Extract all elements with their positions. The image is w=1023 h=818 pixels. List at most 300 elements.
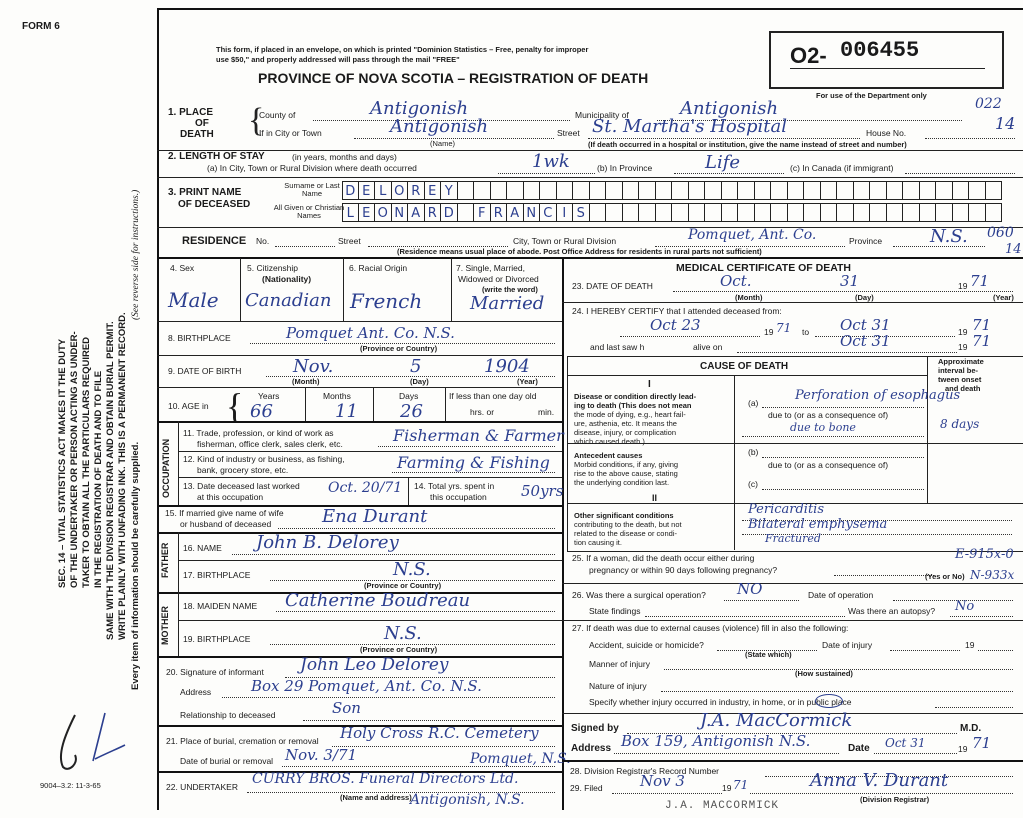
name-letter-box	[755, 181, 772, 200]
informant-address-label: Address	[180, 687, 212, 697]
interval-a-value: 8 days	[940, 417, 980, 431]
name-letter-box: R	[408, 181, 425, 200]
place-label-1: 1. PLACE	[168, 107, 214, 118]
cause-heading: CAUSE OF DEATH	[700, 361, 789, 372]
name-letter-box	[672, 203, 689, 222]
name-letter-box	[573, 181, 590, 200]
age-sep-1	[305, 388, 306, 421]
mother-birthplace-label: 19. BIRTHPLACE	[183, 634, 251, 644]
center-divider	[562, 258, 564, 810]
industry-label-2: bank, grocery store, etc.	[197, 465, 289, 475]
registrar-signature: Anna V. Durant	[810, 770, 949, 791]
interval-label-3: tween onset	[938, 375, 982, 384]
filed-line	[612, 793, 722, 794]
name-label-1: 3. PRINT NAME	[168, 187, 242, 198]
city-name-caption: (Name)	[430, 139, 456, 148]
dod-month: Oct.	[720, 272, 752, 290]
other-label-2: contributing to the death, but not	[574, 520, 682, 529]
name-letter-box	[986, 203, 1003, 222]
name-letter-box	[771, 181, 788, 200]
name-letter-box: L	[342, 203, 359, 222]
name-letter-box: D	[441, 203, 458, 222]
name-letter-box	[936, 203, 953, 222]
informant-sig-label: 20. Signature of informant	[166, 667, 264, 677]
interval-label-4: and death	[945, 384, 981, 393]
trade-label-1: 11. Trade, profession, or kind of work as	[183, 428, 334, 438]
spouse-label-2: or husband of deceased	[180, 519, 272, 529]
woman-line	[834, 575, 934, 576]
sustained-caption: (How sustained)	[795, 669, 853, 678]
side-text-3: TAKER TO OBTAIN ALL THE PARTICULARS REQUIRED	[81, 336, 92, 588]
city-label: If in City or Town	[259, 128, 322, 138]
stay-a-value: 1wk	[532, 151, 570, 172]
name-letter-box	[920, 203, 937, 222]
doctor-address-line	[614, 753, 839, 754]
doctor-address: Box 159, Antigonish N.S.	[621, 732, 811, 750]
name-letter-box	[969, 181, 986, 200]
name-letter-box: O	[392, 181, 409, 200]
specify-line	[935, 707, 1013, 708]
dob-year: 1904	[484, 356, 530, 377]
name-letter-box	[722, 181, 739, 200]
dod-line	[673, 291, 1013, 292]
trade-line	[378, 446, 555, 447]
citizenship-label: 5. Citizenship	[247, 263, 299, 273]
disease-label-1: Disease or condition directly lead-	[574, 392, 697, 401]
age-years-label: Years	[258, 391, 280, 401]
due-to-b: due to (or as a consequence of)	[768, 460, 889, 470]
cause-heading-rule	[567, 375, 927, 376]
name-letter-box	[821, 203, 838, 222]
informant-address-line	[222, 697, 555, 698]
burial-place-2: Pomquet, N.S.	[470, 751, 571, 767]
burial-place-line	[332, 746, 555, 747]
stay-a-line	[498, 173, 595, 174]
form-top-border	[157, 8, 1023, 10]
total-years-value: 50yrs	[521, 482, 564, 500]
divider-5	[157, 321, 562, 322]
last-saw-value: Oct 31	[840, 332, 891, 350]
e-code: E-915x-0	[955, 547, 1014, 562]
stay-b-label: (b) In Province	[597, 163, 653, 173]
other-value-1: Pericarditis	[748, 502, 825, 517]
occupation-side-label: OCCUPATION	[161, 438, 171, 498]
maiden-value: Catherine Boudreau	[285, 590, 471, 611]
specify-label: Specify whether injury occurred in industry, in home, or in public place	[589, 697, 852, 707]
col-sep-4	[240, 258, 241, 321]
surgery-line	[724, 600, 799, 601]
registration-underline	[790, 68, 985, 69]
stay-b-line	[674, 173, 784, 174]
doctor-year: 71	[972, 734, 992, 752]
undertaker-value: CURRY BROS. Funeral Directors Ltd.	[252, 771, 519, 787]
name-letter-box: E	[359, 203, 376, 222]
undertaker-caption: (Name and address)	[340, 793, 412, 802]
place-label-3: DEATH	[180, 129, 214, 140]
autopsy-value: No	[955, 599, 975, 614]
name-letter-box	[936, 181, 953, 200]
age-sep-3	[445, 388, 446, 421]
name-letter-box: D	[342, 181, 359, 200]
place-label-2: OF	[195, 118, 209, 129]
last-saw-year: 71	[972, 332, 992, 350]
left-margin-mark	[45, 705, 130, 775]
op-date-line	[893, 600, 1013, 601]
name-letter-box	[524, 181, 541, 200]
age-days-label: Days	[399, 391, 419, 401]
name-letter-box: Y	[441, 181, 458, 200]
maiden-label: 18. MAIDEN NAME	[183, 601, 258, 611]
residence-no-line	[275, 246, 335, 247]
father-name-value: John B. Delorey	[256, 532, 399, 553]
external-label: 27. If death was due to external causes (violence) fill in also the following:	[572, 623, 849, 633]
surgery-label: 26. Was there a surgical operation?	[572, 590, 706, 600]
surname-label-text: Surname or Last Name	[284, 181, 340, 198]
name-letter-box	[953, 181, 970, 200]
cause-a-prefix: (a)	[748, 398, 759, 408]
disease-label-2: ing to death (This does not mean	[574, 401, 692, 410]
cause-a-sub: due to bone	[790, 421, 856, 434]
divider-2	[157, 177, 1023, 178]
dod-day: 31	[840, 272, 860, 290]
certify-to-label: to	[802, 327, 810, 337]
relationship-line	[303, 720, 555, 721]
op-date-label: Date of operation	[808, 590, 874, 600]
footer-code: 9004–3.2: 11-3-65	[40, 781, 101, 790]
last-worked-value: Oct. 20/71	[328, 480, 403, 496]
col-sep-5	[343, 258, 344, 321]
house-line	[925, 138, 1015, 139]
residence-no-label: No.	[256, 236, 270, 246]
medical-divider-2	[562, 583, 1023, 584]
name-letter-box	[623, 203, 640, 222]
side-text-7: Every item of information should be carefully supplied.	[130, 441, 141, 690]
spouse-line	[278, 528, 555, 529]
name-letter-box: F	[474, 203, 491, 222]
name-letter-box	[887, 203, 904, 222]
stay-c-line	[905, 173, 1015, 174]
given-grid	[342, 203, 1002, 222]
hrs-label: hrs. or	[470, 407, 495, 417]
dept-code: 022	[975, 96, 1002, 112]
interval-label-2: interval be-	[938, 366, 979, 375]
name-letter-box	[623, 181, 640, 200]
name-letter-box	[656, 181, 673, 200]
name-letter-box	[953, 203, 970, 222]
age-bracket: {	[226, 386, 244, 426]
mother-divider	[178, 620, 562, 621]
dob-month: Nov.	[293, 356, 334, 377]
hospital-note: (If death occurred in a hospital or institution, give the name instead of street and number)	[588, 140, 907, 149]
name-letter-box	[705, 181, 722, 200]
certify-to: Oct 31	[840, 316, 891, 334]
injury-year-line	[978, 650, 1013, 651]
doctor-address-label: Address	[571, 743, 612, 754]
physician-stamp: J.A. MACCORMICK	[665, 800, 780, 812]
min-label: min.	[538, 407, 555, 417]
side-note: (See reverse side for instructions.)	[131, 189, 141, 320]
name-letter-box	[870, 181, 887, 200]
age-months-label: Months	[323, 391, 351, 401]
injury-year-prefix: 19	[965, 640, 975, 650]
age-label: 10. AGE in	[168, 401, 209, 411]
name-letter-box	[804, 181, 821, 200]
name-letter-box	[722, 203, 739, 222]
name-letter-box	[821, 181, 838, 200]
father-side-border	[178, 532, 179, 592]
disease-label-5: disease, injury, or complication	[574, 428, 676, 437]
last-saw-year-prefix: 19	[958, 342, 968, 352]
interval-label-1: Approximate	[938, 357, 984, 366]
woman-label-2: pregnancy or within 90 days following pregnancy?	[589, 565, 778, 575]
findings-line	[645, 616, 845, 617]
burial-date-label: Date of burial or removal	[180, 756, 274, 766]
occupation-divider-1	[178, 451, 562, 452]
name-letter-box	[656, 203, 673, 222]
father-birthplace-label: 17. BIRTHPLACE	[183, 570, 251, 580]
residence-city-value: Pomquet, Ant. Co.	[688, 227, 817, 243]
registrar-line	[750, 793, 1013, 794]
street-line	[588, 138, 860, 139]
signed-value: J.A. MacCormick	[700, 710, 853, 731]
name-label-2: OF DECEASED	[178, 199, 251, 210]
name-letter-box	[738, 181, 755, 200]
cause-b-line	[762, 457, 924, 458]
municipality-label: Municipality of	[575, 110, 629, 120]
autopsy-label: Was there an autopsy?	[848, 606, 936, 616]
envelope-note-2: use $50," and properly addressed will pass through the mail "FREE"	[216, 55, 460, 64]
filed-label: 29. Filed	[570, 783, 603, 793]
name-letter-box: L	[375, 181, 392, 200]
md-label: M.D.	[960, 723, 982, 734]
name-letter-box	[771, 203, 788, 222]
reg-record-label: 28. Division Registrar's Record Number	[570, 766, 720, 776]
woman-label-1: 25. If a woman, did the death occur either during	[572, 553, 755, 563]
side-text-5: SAME WITH THE DIVISION REGISTRAR AND OBTAIN BURIAL PERMIT.	[105, 321, 116, 640]
certify-from-year: 71	[776, 321, 792, 335]
certify-from-line	[620, 336, 760, 337]
residence-label: RESIDENCE	[182, 235, 247, 247]
less-day-label: If less than one day old	[449, 391, 537, 401]
residence-street-label: Street	[338, 236, 361, 246]
other-label-3: related to the disease or condi-	[574, 529, 677, 538]
father-name-label: 16. NAME	[183, 543, 222, 553]
manner-label: Manner of injury	[589, 659, 650, 669]
cause-a-value: Perforation of esophagus	[795, 388, 961, 403]
municipality-value: Antigonish	[680, 98, 779, 119]
cause-c-line	[762, 489, 924, 490]
certify-to-year: 71	[972, 316, 992, 334]
mother-birthplace-value: N.S.	[384, 623, 422, 644]
marital-label-3: (write the word)	[482, 285, 538, 294]
stay-c-label: (c) In Canada (if immigrant)	[790, 163, 894, 173]
other-label-1: Other significant conditions	[574, 511, 674, 520]
father-side-label: FATHER	[160, 542, 170, 578]
spouse-value: Ena Durant	[322, 506, 428, 527]
place-bracket: {	[248, 102, 265, 139]
name-letter-box	[969, 203, 986, 222]
name-letter-box	[738, 203, 755, 222]
name-letter-box	[474, 181, 491, 200]
last-saw-label: and last saw h	[590, 342, 645, 352]
name-letter-box: A	[507, 203, 524, 222]
part-1-label: I	[648, 379, 651, 390]
residence-city-label: City, Town or Rural Division	[513, 236, 617, 246]
street-value: St. Martha's Hospital	[592, 116, 788, 137]
dob-month-caption: (Month)	[292, 377, 320, 386]
age-days-value: 26	[400, 401, 423, 422]
injury-date-line	[890, 650, 960, 651]
stay-units: (in years, months and days)	[292, 152, 397, 162]
stay-b-value: Life	[705, 152, 741, 173]
father-birthplace-caption: (Province or Country)	[364, 581, 442, 590]
last-worked-label-1: 13. Date deceased last worked	[183, 481, 300, 491]
divider-7	[157, 387, 562, 388]
father-divider	[178, 560, 562, 561]
residence-code: 060	[987, 225, 1014, 241]
antecedent-label-4: the underlying condition last.	[574, 478, 670, 487]
burial-place-label: 21. Place of burial, cremation or removal	[166, 736, 319, 746]
yes-no-caption: (Yes or No)	[925, 572, 965, 581]
marital-label-2: Widowed or Divorced	[458, 274, 539, 284]
side-text-2: OF THE UNDERTAKER OR PERSON ACTING AS UNDER-	[69, 331, 80, 588]
county-label: County of	[259, 110, 296, 120]
name-letter-box: N	[524, 203, 541, 222]
name-letter-box	[788, 203, 805, 222]
antecedent-label-2: Morbid conditions, if any, giving	[574, 460, 679, 469]
other-value-2: Bilateral emphysema	[748, 517, 888, 532]
dod-year-caption: (Year)	[993, 293, 1014, 302]
name-letter-box: O	[375, 203, 392, 222]
certify-label: 24. I HEREBY CERTIFY that I attended deceased from:	[572, 306, 782, 316]
stay-label: 2. LENGTH OF STAY	[168, 151, 265, 162]
name-letter-box	[689, 203, 706, 222]
antecedent-label-3: rise to the above cause, stating	[574, 469, 678, 478]
trade-label-2: fisherman, office clerk, sales clerk, etc.	[197, 439, 343, 449]
surname-grid	[342, 181, 1002, 200]
filed-year-prefix: 19	[722, 783, 732, 793]
informant-signature: John Leo Delorey	[300, 655, 449, 675]
relationship-label: Relationship to deceased	[180, 710, 276, 720]
doctor-date-label: Date	[848, 743, 870, 754]
name-letter-box	[705, 203, 722, 222]
disease-label-3: the mode of dying, e.g., heart fail-	[574, 410, 686, 419]
occupation-divider-2	[178, 477, 562, 478]
envelope-note-1: This form, if placed in an envelope, on which is printed "Dominion Statistics – Free, penalty for improper	[216, 45, 589, 54]
other-label-4: tion causing it.	[574, 538, 622, 547]
injury-date-label: Date of injury	[822, 640, 873, 650]
certify-to-year-prefix: 19	[958, 327, 968, 337]
father-name-line	[232, 554, 555, 555]
cause-col-sep	[734, 375, 735, 550]
cause-a-line	[762, 407, 924, 408]
birthplace-label: 8. BIRTHPLACE	[168, 333, 231, 343]
age-years-value: 66	[250, 401, 273, 422]
birthplace-caption: (Province or Country)	[360, 344, 438, 353]
racial-value: French	[350, 289, 423, 313]
burial-place-value: Holy Cross R.C. Cemetery	[340, 724, 539, 742]
dod-year: 71	[970, 272, 990, 290]
dod-label: 23. DATE OF DEATH	[572, 281, 653, 291]
last-saw-label-2: alive on	[693, 342, 723, 352]
side-text-4: IN THE REGISTRATION OF DEATH AND TO FILE	[93, 370, 104, 588]
form-label: FORM 6	[22, 21, 60, 32]
dob-label: 9. DATE OF BIRTH	[168, 366, 242, 376]
residence-code-2: 14	[1005, 242, 1022, 257]
registration-number: 006455	[840, 38, 920, 63]
county-value: Antigonish	[370, 98, 469, 119]
side-text-6: WRITE PLAINLY WITH UNFADING INK. THIS IS A PERMANENT RECORD.	[117, 312, 128, 640]
name-letter-box	[491, 181, 508, 200]
name-letter-box	[606, 181, 623, 200]
mother-birthplace-caption: (Province or Country)	[360, 645, 438, 654]
stay-a-label: (a) In City, Town or Rural Division where death occurred	[207, 163, 417, 173]
birthplace-value: Pomquet Ant. Co. N.S.	[286, 324, 455, 342]
part-2-label: II	[652, 493, 658, 503]
dod-year-prefix: 19	[958, 281, 968, 291]
total-years-label-2: this occupation	[430, 492, 487, 502]
name-letter-box: S	[573, 203, 590, 222]
cause-a-sub-line	[742, 436, 924, 437]
name-letter-box	[606, 203, 623, 222]
name-letter-box	[507, 181, 524, 200]
name-letter-box	[854, 181, 871, 200]
industry-line	[392, 472, 555, 473]
certify-from-year-prefix: 19	[764, 327, 774, 337]
citizenship-value: Canadian	[245, 290, 332, 311]
name-letter-box	[804, 203, 821, 222]
sex-label: 4. Sex	[170, 263, 195, 273]
name-letter-box	[639, 181, 656, 200]
registration-prefix: O2-	[790, 43, 827, 68]
state-findings-label: State findings	[589, 606, 641, 616]
relationship-value: Son	[332, 699, 361, 717]
antecedent-label-1: Antecedent causes	[574, 451, 643, 460]
dept-use-label: For use of the Department only	[816, 91, 927, 100]
name-letter-box: E	[425, 181, 442, 200]
due-to-a: due to (or as a consequence of)	[768, 410, 889, 420]
side-text-1: SEC. 14 – VITAL STATISTICS ACT MAKES IT THE DUTY	[57, 338, 68, 588]
name-letter-box: C	[540, 203, 557, 222]
name-letter-box	[755, 203, 772, 222]
certify-from: Oct 23	[650, 316, 701, 334]
given-label-text: All Given or Christian Names	[273, 203, 345, 220]
doctor-date-line	[874, 753, 957, 754]
signed-by-label: Signed by	[571, 723, 619, 734]
spouse-label-1: 15. If married give name of wife	[165, 508, 284, 518]
dob-year-caption: (Year)	[517, 377, 538, 386]
dod-month-caption: (Month)	[735, 293, 763, 302]
sex-value: Male	[168, 288, 219, 312]
dob-day: 5	[410, 356, 422, 377]
divider-3	[157, 227, 1023, 228]
name-letter-box: I	[557, 203, 574, 222]
mother-side-border	[178, 592, 179, 656]
name-letter-box	[986, 181, 1003, 200]
divider-4	[157, 257, 1023, 259]
medical-heading: MEDICAL CERTIFICATE OF DEATH	[676, 262, 851, 274]
burial-date-value: Nov. 3/71	[285, 746, 358, 764]
dod-day-caption: (Day)	[855, 293, 874, 302]
name-letter-box: A	[408, 203, 425, 222]
mother-side-label: MOTHER	[160, 606, 170, 645]
name-letter-box	[672, 181, 689, 200]
name-letter-box	[837, 181, 854, 200]
racial-label: 6. Racial Origin	[349, 263, 408, 273]
age-months-value: 11	[335, 401, 358, 422]
surgery-value: NO	[737, 580, 763, 598]
name-letter-box	[590, 181, 607, 200]
